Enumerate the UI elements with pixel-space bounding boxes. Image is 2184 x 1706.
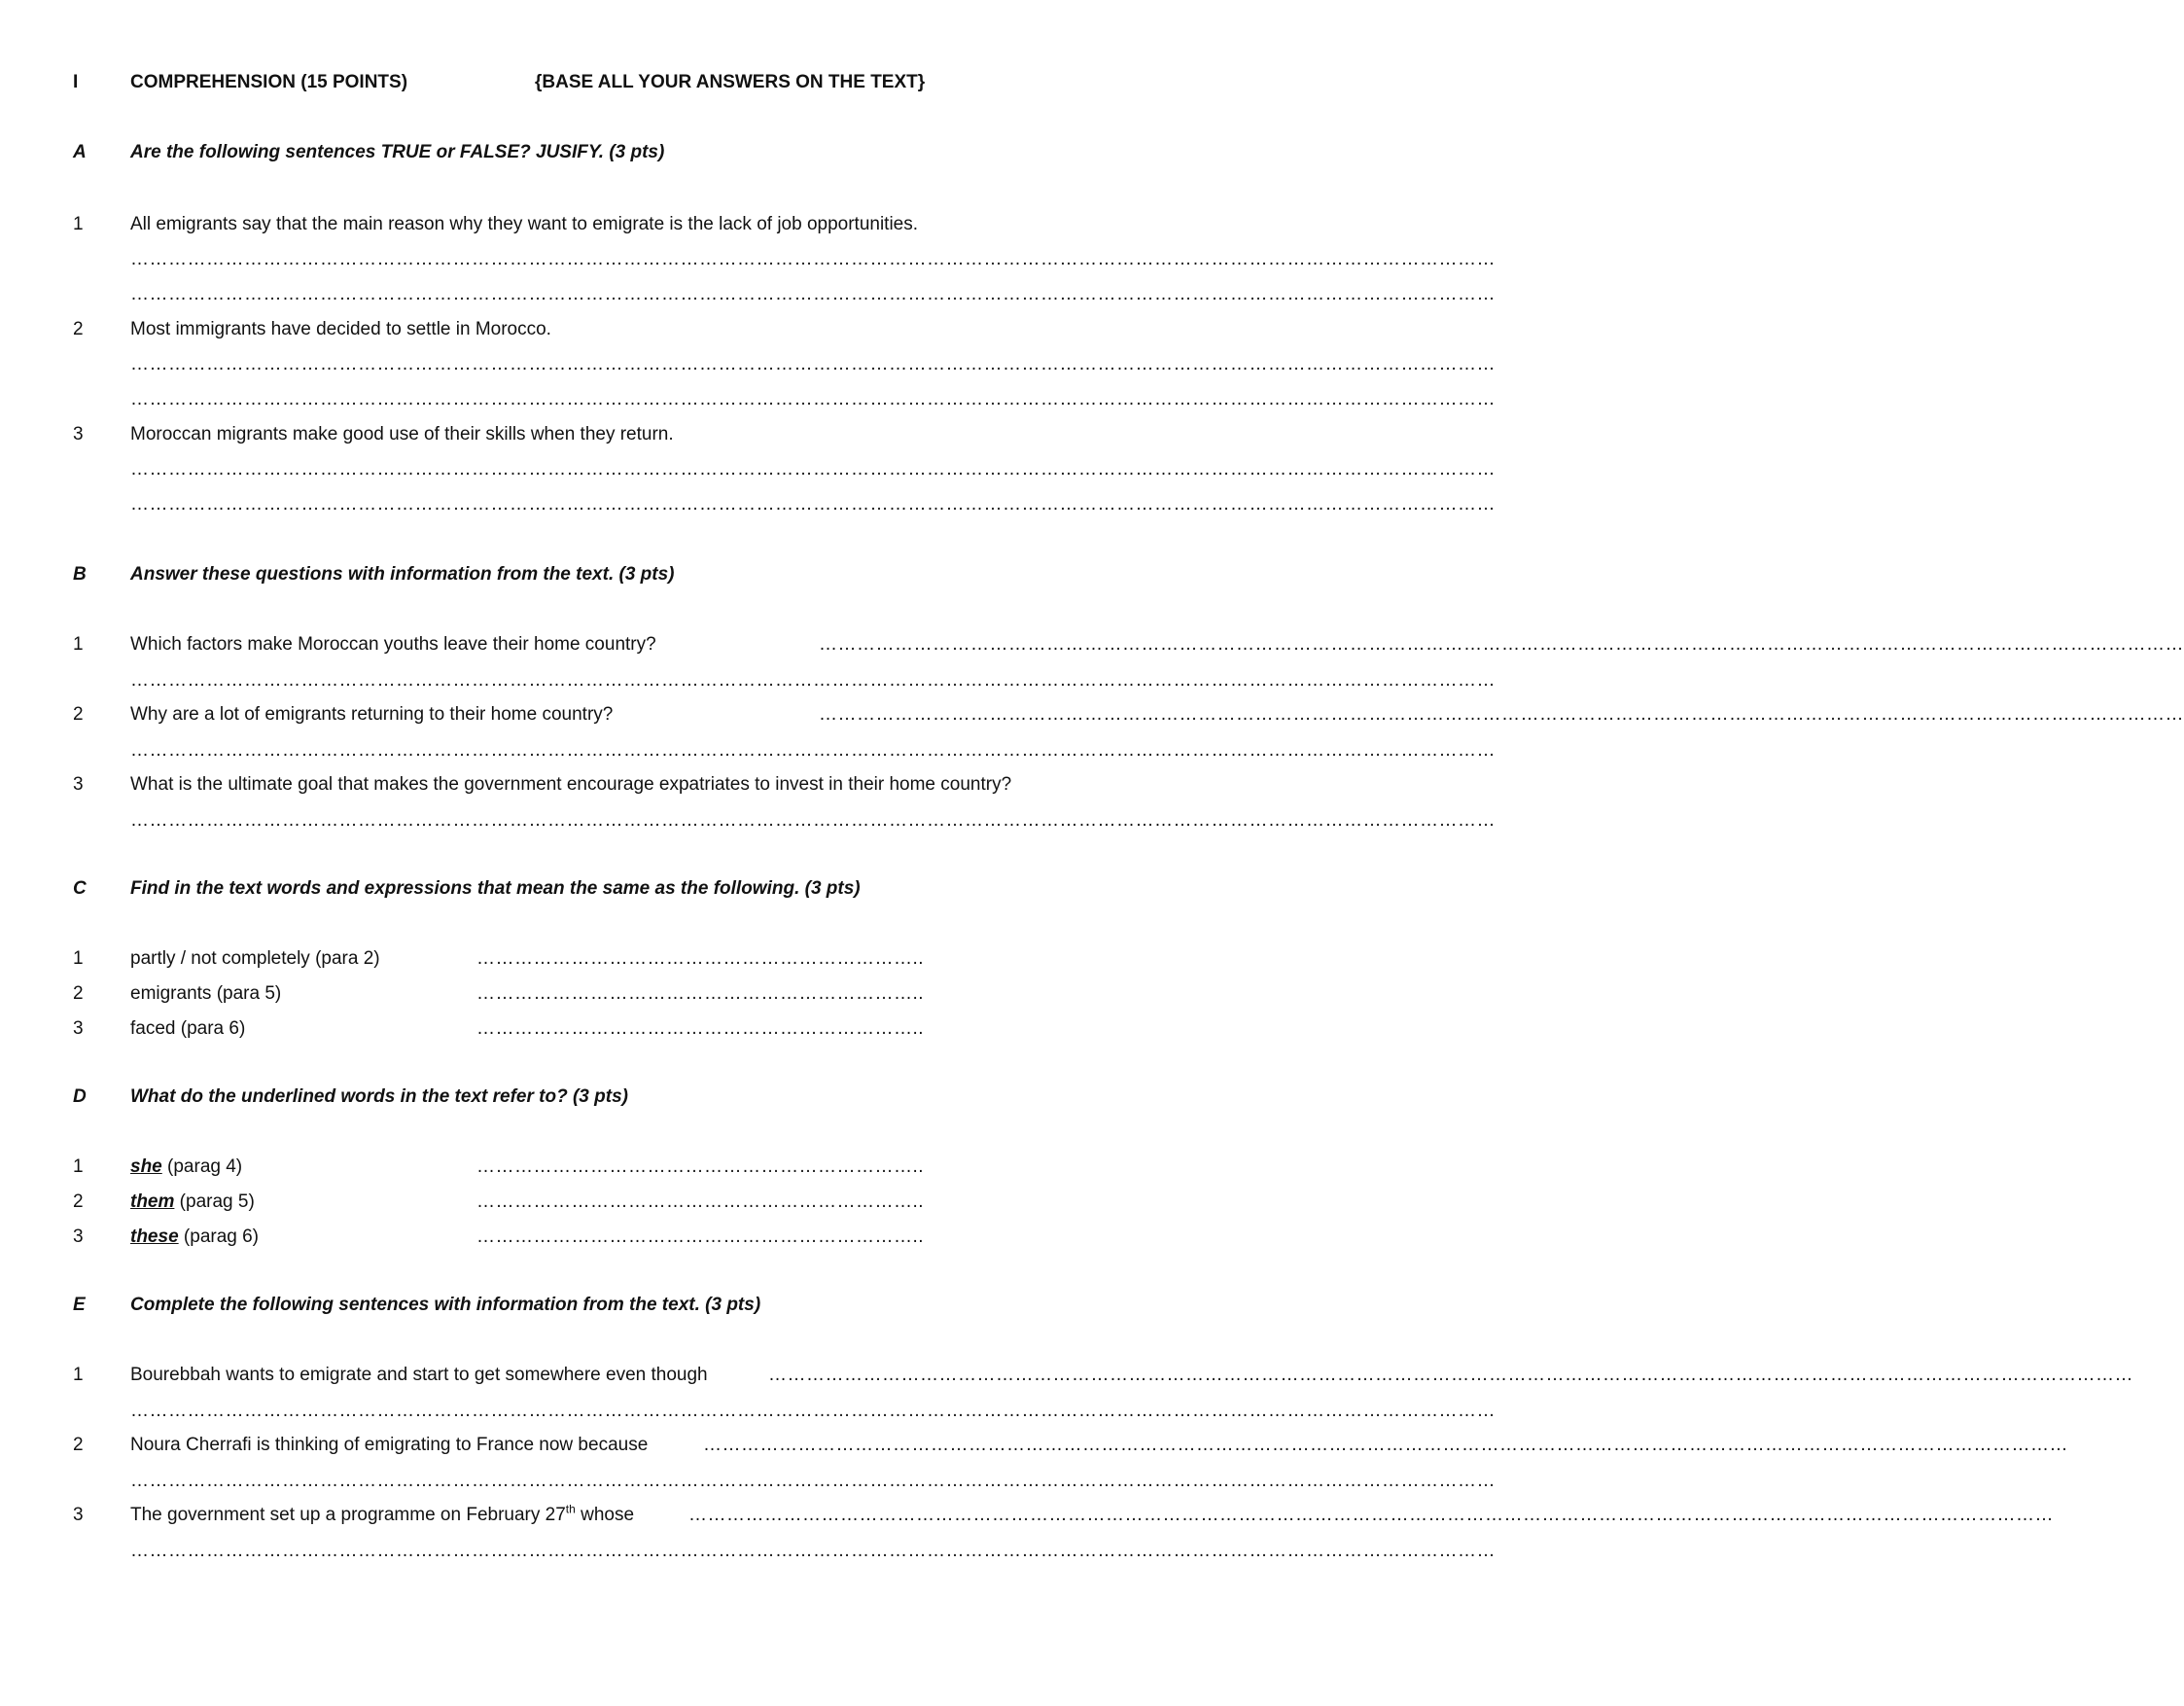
e-item-2-number: 2 (73, 1435, 84, 1455)
a-item-1-answer-line-1[interactable]: ……………………………………………………………………………………………………………………………………………………………………………………………… (130, 249, 1496, 269)
c-item-1-number: 1 (73, 948, 84, 969)
a-item-3-statement: Moroccan migrants make good use of their skills when they return. (130, 424, 674, 444)
section-d-letter: D (73, 1086, 87, 1107)
d-item-3-number: 3 (73, 1226, 84, 1247)
b-item-1-number: 1 (73, 634, 84, 655)
b-item-2-question: Why are a lot of emigrants returning to their home country? (130, 704, 614, 725)
part-instruction: {BASE ALL YOUR ANSWERS ON THE TEXT} (535, 72, 926, 92)
c-item-1-answer[interactable]: …………………………………………………………….. (476, 948, 925, 969)
d-item-3-answer[interactable]: …………………………………………………………….. (476, 1226, 925, 1247)
a-item-2-answer-line-2[interactable]: ……………………………………………………………………………………………………………………………………………………………………………………………… (130, 389, 1496, 409)
b-item-3-answer-line[interactable]: ……………………………………………………………………………………………………………………………………………………………………………………………… (130, 810, 1496, 831)
d-item-1-underlined-word: she (130, 1156, 162, 1177)
a-item-2-statement: Most immigrants have decided to settle in Morocco. (130, 319, 551, 339)
a-item-1-statement: All emigrants say that the main reason why they want to emigrate is the lack of job opportunities. (130, 214, 919, 234)
b-item-2-answer-start[interactable]: ……………………………………………………………………………………………………………………………………………………………………………………………… (819, 704, 2184, 725)
a-item-3-number: 3 (73, 424, 84, 444)
e-item-3-sentence (130, 1502, 635, 1526)
section-e-title: Complete the following sentences with information from the text. (3 pts) (130, 1295, 761, 1315)
c-item-2-answer[interactable]: …………………………………………………………….. (476, 983, 925, 1004)
section-d-title: What do the underlined words in the text refer to? (3 pts) (130, 1086, 628, 1107)
c-item-3-prompt: faced (para 6) (130, 1018, 246, 1039)
c-item-2-number: 2 (73, 983, 84, 1004)
b-item-2-answer-line[interactable]: ……………………………………………………………………………………………………………………………………………………………………………………………… (130, 740, 1496, 761)
c-item-3-number: 3 (73, 1018, 84, 1039)
e-item-2-answer-line[interactable]: ……………………………………………………………………………………………………………………………………………………………………………………………… (130, 1471, 1496, 1491)
e-item-2-sentence: Noura Cherrafi is thinking of emigrating to France now because (130, 1435, 649, 1455)
e-item-1-answer-start[interactable]: ……………………………………………………………………………………………………………………………………………………………………………………………… (768, 1365, 2133, 1385)
b-item-3-number: 3 (73, 774, 84, 795)
part-number: I (73, 72, 79, 92)
b-item-1-question: Which factors make Moroccan youths leave their home country? (130, 634, 656, 655)
a-item-2-answer-line-1[interactable]: ……………………………………………………………………………………………………………………………………………………………………………………………… (130, 354, 1496, 374)
section-b-letter: B (73, 564, 87, 585)
a-item-2-number: 2 (73, 319, 84, 339)
e-item-1-answer-line[interactable]: ……………………………………………………………………………………………………………………………………………………………………………………………… (130, 1401, 1496, 1421)
d-item-2-prompt (130, 1191, 255, 1213)
d-item-2-reference: (parag 5) (174, 1191, 255, 1212)
a-item-3-answer-line-2[interactable]: ……………………………………………………………………………………………………………………………………………………………………………………………… (130, 494, 1496, 515)
c-item-3-answer[interactable]: …………………………………………………………….. (476, 1018, 925, 1039)
d-item-1-prompt (130, 1156, 242, 1178)
e-item-1-sentence: Bourebbah wants to emigrate and start to get somewhere even though (130, 1365, 708, 1385)
e-item-3-number: 3 (73, 1505, 84, 1525)
d-item-2-number: 2 (73, 1191, 84, 1212)
e-item-2-answer-start[interactable]: ……………………………………………………………………………………………………………………………………………………………………………………………… (703, 1435, 2068, 1455)
section-a-letter: A (73, 142, 87, 162)
c-item-1-prompt: partly / not completely (para 2) (130, 948, 380, 969)
d-item-3-prompt (130, 1226, 259, 1248)
part-title: COMPREHENSION (15 POINTS) (130, 72, 408, 92)
b-item-1-answer-line[interactable]: ……………………………………………………………………………………………………………………………………………………………………………………………… (130, 670, 1496, 691)
e-item-1-number: 1 (73, 1365, 84, 1385)
d-item-3-reference: (parag 6) (178, 1226, 260, 1247)
section-a-title: Are the following sentences TRUE or FALSE? JUSIFY. (3 pts) (130, 142, 665, 162)
b-item-2-number: 2 (73, 704, 84, 725)
d-item-1-number: 1 (73, 1156, 84, 1177)
e-item-3-answer-line[interactable]: ……………………………………………………………………………………………………………………………………………………………………………………………… (130, 1541, 1496, 1561)
b-item-1-answer-start[interactable]: ……………………………………………………………………………………………………………………………………………………………………………………………… (819, 634, 2184, 655)
section-b-title: Answer these questions with information from the text. (3 pts) (130, 564, 675, 585)
e-item-3-superscript: th (565, 1502, 576, 1516)
a-item-3-answer-line-1[interactable]: ……………………………………………………………………………………………………………………………………………………………………………………………… (130, 459, 1496, 480)
c-item-2-prompt: emigrants (para 5) (130, 983, 282, 1004)
a-item-1-number: 1 (73, 214, 84, 234)
section-e-letter: E (73, 1295, 86, 1315)
a-item-1-answer-line-2[interactable]: ……………………………………………………………………………………………………………………………………………………………………………………………… (130, 284, 1496, 304)
d-item-2-answer[interactable]: …………………………………………………………….. (476, 1191, 925, 1212)
section-c-title: Find in the text words and expressions that mean the same as the following. (3 pts) (130, 878, 861, 899)
d-item-1-reference: (parag 4) (161, 1156, 243, 1177)
d-item-3-underlined-word: these (130, 1226, 179, 1247)
e-item-3-answer-start[interactable]: ……………………………………………………………………………………………………………………………………………………………………………………………… (688, 1505, 2054, 1525)
d-item-1-answer[interactable]: …………………………………………………………….. (476, 1156, 925, 1177)
e-item-3-text-after: whose (575, 1505, 635, 1525)
section-c-letter: C (73, 878, 87, 899)
e-item-3-text-before: The government set up a programme on February 27 (130, 1505, 566, 1525)
d-item-2-underlined-word: them (130, 1191, 175, 1212)
b-item-3-question: What is the ultimate goal that makes the government encourage expatriates to invest in their home country? (130, 774, 1012, 795)
